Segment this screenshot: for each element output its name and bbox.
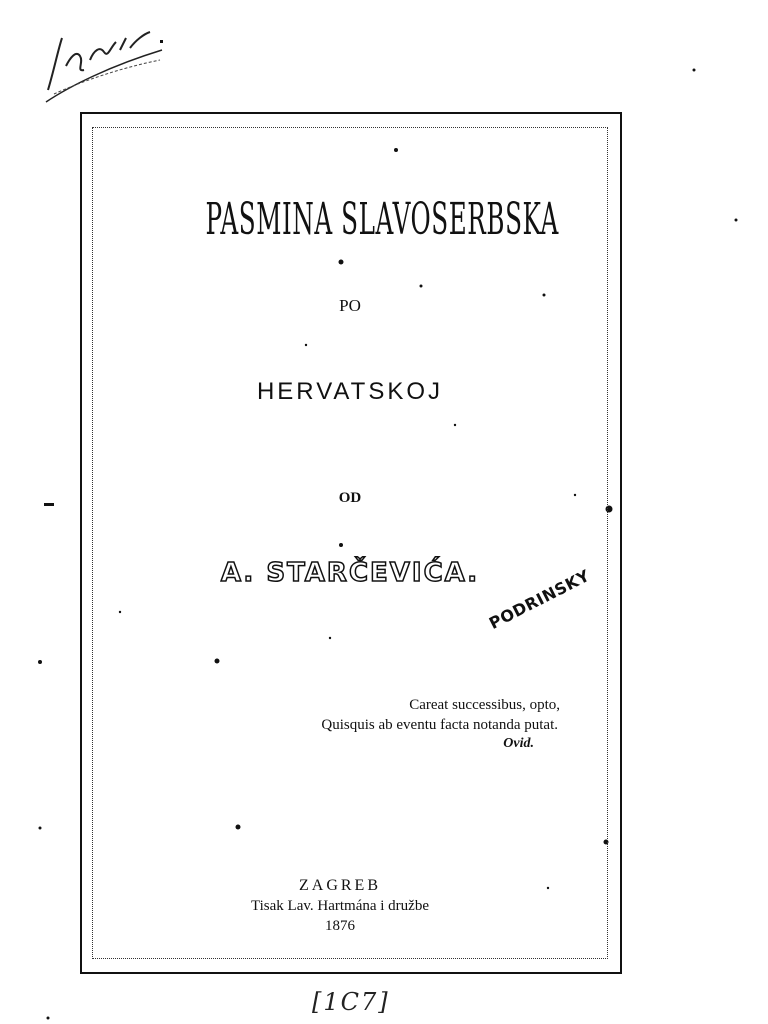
- motto-line-2: Quisquis ab eventu facta notanda putat.: [321, 717, 558, 733]
- printer-name: Tisak Lav. Hartmána i družbe: [250, 898, 429, 914]
- motto-line-1: Careat successibus, opto,: [409, 697, 560, 713]
- publication-year: 1876: [325, 918, 355, 934]
- preposition-od: OD: [338, 490, 362, 506]
- ownership-stamp: PODRINSKY: [486, 565, 593, 633]
- region-name: HERVATSKOJ: [256, 378, 444, 405]
- publication-place: ZAGREB: [299, 877, 381, 894]
- author-name: A. STARČEVIĆA.: [220, 558, 480, 588]
- motto-attribution: Ovid.: [503, 736, 534, 751]
- handwritten-shelfmark: [1C7]: [312, 988, 390, 1016]
- inner-dotted-border: [92, 127, 608, 959]
- preposition-po: PO: [339, 296, 361, 315]
- book-title: PASMINA SLAVOSERBSKA: [205, 194, 559, 245]
